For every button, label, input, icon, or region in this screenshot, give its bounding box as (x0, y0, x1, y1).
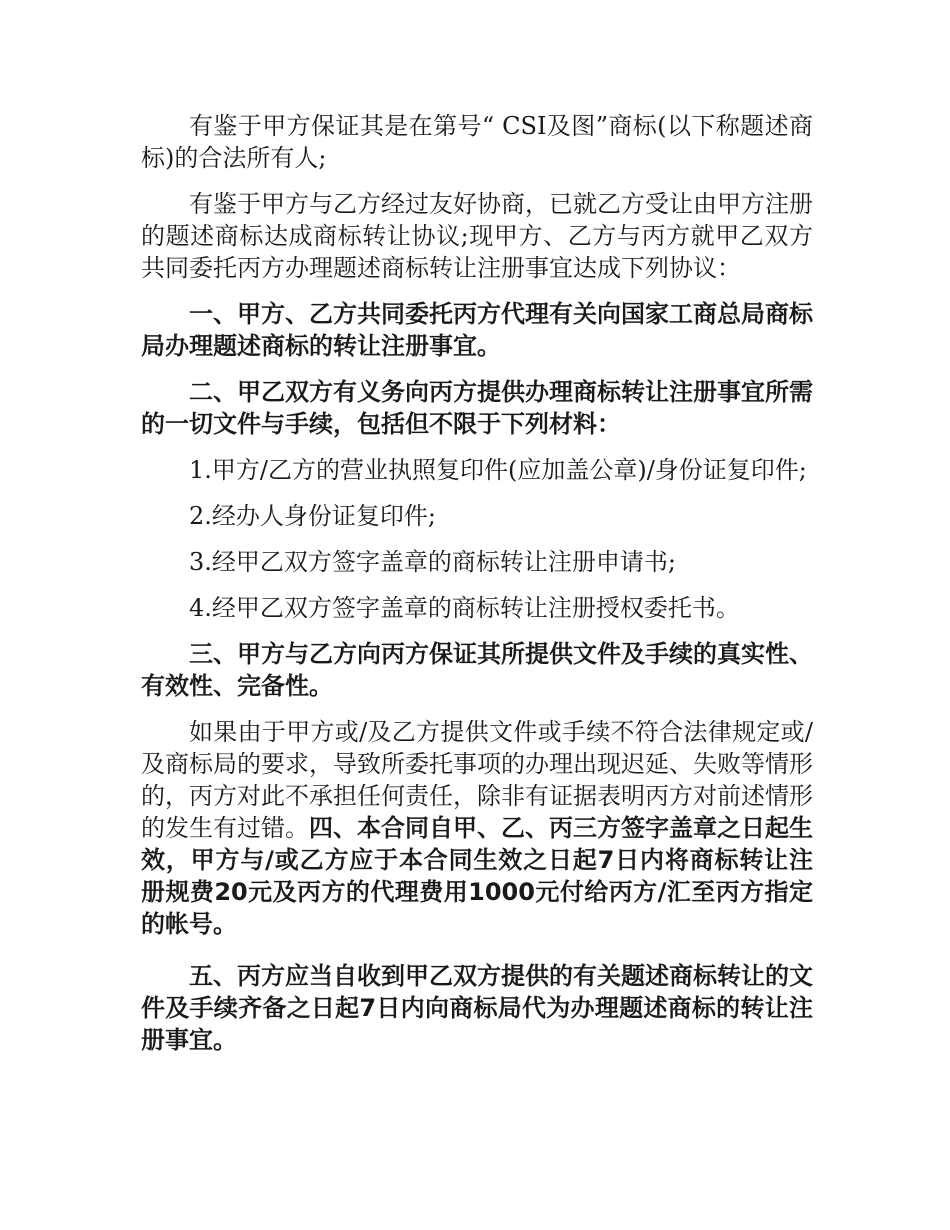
list-item-3: 3.经甲乙双方签字盖章的商标转让注册申请书; (189, 548, 676, 576)
clause-1: 一、甲方、乙方共同委托丙方代理有关向国家工商总局商标局办理题述商标的转让注册事宜。 (141, 300, 813, 360)
paragraph-trademark-ownership: 有鉴于甲方保证其是在第号“ CSI及图”商标(以下称题述商标)的合法所有人; (141, 112, 813, 172)
clause-5: 五、丙方应当自收到甲乙双方提供的有关题述商标转让的文件及手续齐备之日起7日内向商标局代为办理题述商标的转让注册事宜。 (141, 962, 813, 1054)
paragraph-liability (141, 716, 813, 940)
list-item-4: 4.经甲乙双方签字盖章的商标转让注册授权委托书。 (189, 594, 740, 622)
clause-2: 二、甲乙双方有义务向丙方提供办理商标转让注册事宜所需的一切文件与手续，包括但不限于下列材料： (141, 378, 813, 438)
clause-3: 三、甲方与乙方向丙方保证其所提供文件及手续的真实性、有效性、完备性。 (141, 640, 813, 700)
clause-4: 四、本合同自甲、乙、丙三方签字盖章之日起生效，甲方与/或乙方应于本合同生效之日起7日内将商标转让注册规费20元及丙方的代理费用1000元付给丙方/汇至丙方指定的帐号。 (141, 814, 813, 938)
document-body (141, 110, 813, 1070)
list-item-1: 1.甲方/乙方的营业执照复印件(应加盖公章)/身份证复印件; (189, 456, 807, 484)
list-item-2: 2.经办人身份证复印件; (189, 502, 436, 530)
paragraph-negotiation: 有鉴于甲方与乙方经过友好协商，已就乙方受让由甲方注册的题述商标达成商标转让协议;现甲方、乙方与丙方就甲乙双方共同委托丙方办理题述商标转让注册事宜达成下列协议： (141, 190, 813, 282)
liability-text: 如果由于甲方或/及乙方提供文件或手续不符合法律规定或/及商标局的要求，导致所委托事项的办理出现迟延、失败等情形的，丙方对此不承担任何责任，除非有证据表明丙方对前述情形的发生有过错。 (141, 718, 813, 842)
